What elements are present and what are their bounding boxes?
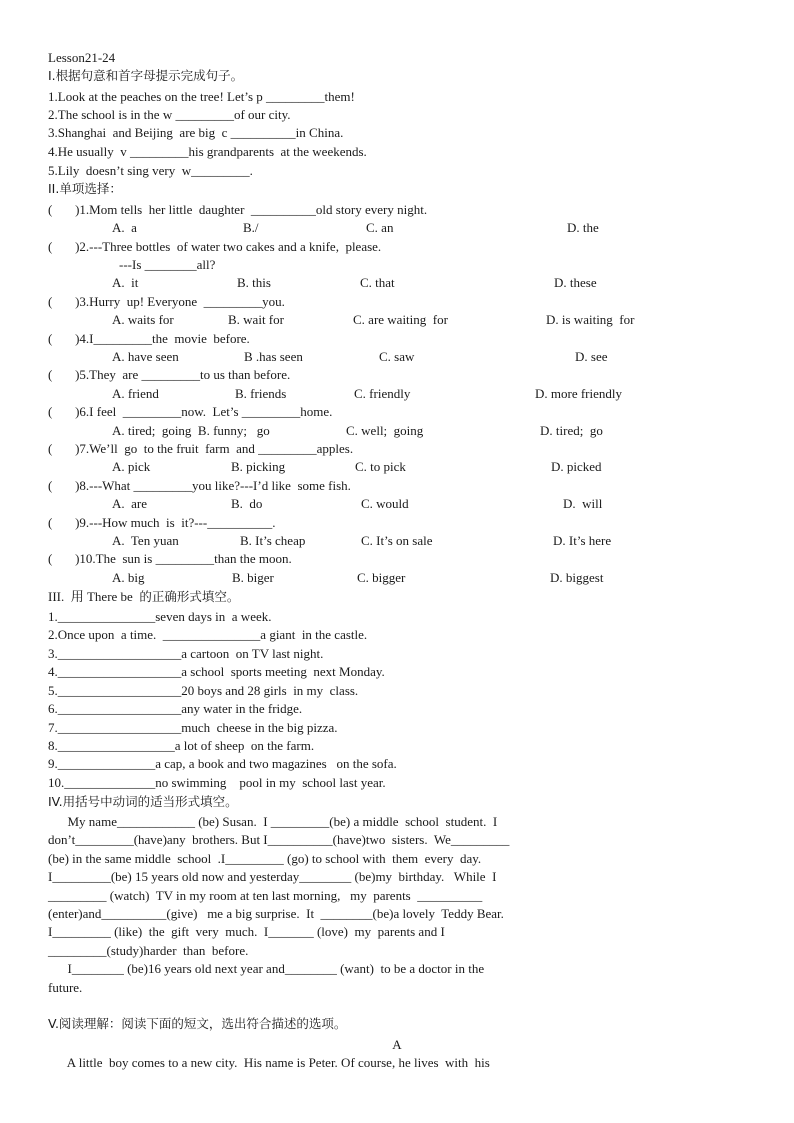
- s4-line: future.: [48, 980, 83, 995]
- s4-line: _________(study)harder than before.: [48, 943, 249, 958]
- s2-question-stem: ( )5.They are _________to us than before.: [48, 367, 291, 382]
- s4-line: I________ (be)16 years old next year and________ (want) to be a doctor in the: [48, 961, 485, 976]
- s2-option: D. the: [567, 220, 599, 235]
- s2-option: C. well; going: [346, 423, 424, 438]
- s2-option: B. It’s cheap: [240, 533, 306, 548]
- s2-option: C. would: [361, 496, 409, 511]
- s2-option: C. to pick: [355, 459, 406, 474]
- s2-question-stem: ( )8.---What _________you like?---I’d like some fish.: [48, 478, 351, 493]
- s3-item: 3.___________________a cartoon on TV last night.: [48, 646, 324, 661]
- s2-question-stem: ( )9.---How much is it?---__________.: [48, 515, 276, 530]
- s4-line: (enter)and__________(give) me a big surprise. It ________(be)a lovely Teddy Bear.: [48, 906, 504, 921]
- passage-text: A little boy comes to a new city. His name is Peter. Of course, he lives with his: [48, 1055, 490, 1070]
- s2-option: B. picking: [231, 459, 286, 474]
- s2-option: B .has seen: [244, 349, 303, 364]
- s2-option: C. friendly: [354, 386, 411, 401]
- s2-option: B. friends: [235, 386, 287, 401]
- s1-item: 5.Lily doesn’t sing very w_________.: [48, 163, 253, 178]
- s2-option: A. friend: [112, 386, 159, 401]
- s3-item: 10.______________no swimming pool in my school last year.: [48, 775, 386, 790]
- s3-item: 4.___________________a school sports meeting next Monday.: [48, 664, 385, 679]
- s1-item: 1.Look at the peaches on the tree! Let’s p _________them!: [48, 89, 355, 104]
- s2-option: C. bigger: [357, 570, 406, 585]
- s3-heading-post: 的正确形式填空。: [139, 589, 240, 604]
- s4-line: My name____________ (be) Susan. I _________(be) a middle school student. I: [48, 814, 498, 829]
- s1-item: 2.The school is in the w _________of our city.: [48, 107, 291, 122]
- s3-item: 8.__________________a lot of sheep on the farm.: [48, 738, 315, 753]
- s2-option: D. biggest: [550, 570, 604, 585]
- s2-question-stem: ( )2.---Three bottles of water two cakes and a knife, please.: [48, 239, 382, 254]
- s2-option: C. that: [360, 275, 395, 290]
- s2-option: D. these: [554, 275, 597, 290]
- s2-option: A. waits for: [112, 312, 174, 327]
- s2-question-stem: ( )4.I_________the movie before.: [48, 331, 250, 346]
- s2-option: A. are: [112, 496, 148, 511]
- s3-item: 2.Once upon a time. _______________a giant in the castle.: [48, 627, 368, 642]
- s2-question-stem-line2: ---Is ________all?: [119, 257, 216, 272]
- s2-option: D. is waiting for: [546, 312, 635, 327]
- s4-line: I_________ (like) the gift very much. I_______ (love) my parents and I: [48, 924, 445, 939]
- s3-item: 9._______________a cap, a book and two magazines on the sofa.: [48, 756, 397, 771]
- s2-option: D. see: [575, 349, 608, 364]
- section-5-heading: V.阅读理解：阅读下面的短文，选出符合描述的选项。: [48, 1016, 347, 1031]
- s2-option: D. It’s here: [553, 533, 612, 548]
- s2-option: D. tired; go: [540, 423, 603, 438]
- s3-heading-pre: III. 用 There be: [48, 589, 140, 604]
- s2-question-stem: ( )3.Hurry up! Everyone _________you.: [48, 294, 285, 309]
- s2-option: A. it: [112, 275, 139, 290]
- s2-option: A. have seen: [112, 349, 179, 364]
- s4-line: (be) in the same middle school .I_________ (go) to school with them every day.: [48, 851, 482, 866]
- section-1-heading: I.根据句意和首字母提示完成句子。: [48, 68, 244, 83]
- s2-option: C. are waiting for: [353, 312, 448, 327]
- s2-option: A. tired; going B. funny; go: [112, 423, 270, 438]
- s2-question-stem: ( )10.The sun is _________than the moon.: [48, 551, 292, 566]
- section-2-heading: II.单项选择：: [48, 181, 122, 196]
- s2-question-stem: ( )7.We’ll go to the fruit farm and _________apples.: [48, 441, 354, 456]
- lesson-title: Lesson21-24: [48, 50, 116, 65]
- s2-option: D. will: [563, 496, 603, 511]
- s3-item: 1._______________seven days in a week.: [48, 609, 272, 624]
- s4-line: _________ (watch) TV in my room at ten last morning, my parents __________: [48, 888, 483, 903]
- s3-item: 7.___________________much cheese in the big pizza.: [48, 720, 338, 735]
- s4-line: don’t_________(have)any brothers. But I__________(have)two sisters. We_________: [48, 832, 510, 847]
- s2-option: A. Ten yuan: [112, 533, 179, 548]
- s2-question-stem: ( )6.I feel _________now. Let’s _________home.: [48, 404, 333, 419]
- s2-option: A. big: [112, 570, 145, 585]
- s2-option: A. pick: [112, 459, 151, 474]
- s1-item: 4.He usually v _________his grandparents at the weekends.: [48, 144, 367, 159]
- section-3-heading: [48, 589, 239, 605]
- s2-option: B./: [243, 220, 259, 235]
- s2-option: C. It’s on sale: [361, 533, 433, 548]
- s1-item: 3.Shanghai and Beijing are big c __________in China.: [48, 125, 344, 140]
- s2-option: B. this: [237, 275, 271, 290]
- section-4-heading: IV.用括号中动词的适当形式填空。: [48, 794, 238, 809]
- s2-question-stem: ( )1.Mom tells her little daughter __________old story every night.: [48, 202, 428, 217]
- s2-option: B. do: [231, 496, 263, 511]
- s2-option: D. picked: [551, 459, 602, 474]
- passage-label: A: [392, 1037, 402, 1052]
- s3-item: 5.___________________20 boys and 28 girls in my class.: [48, 683, 359, 698]
- s2-option: C. an: [366, 220, 394, 235]
- s2-option: D. more friendly: [535, 386, 623, 401]
- s2-option: B. biger: [232, 570, 274, 585]
- s2-option: A. a: [112, 220, 137, 235]
- s3-item: 6.___________________any water in the fridge.: [48, 701, 303, 716]
- s4-line: I_________(be) 15 years old now and yesterday________ (be)my birthday. While I: [48, 869, 497, 884]
- s2-option: B. wait for: [228, 312, 284, 327]
- s2-option: C. saw: [379, 349, 415, 364]
